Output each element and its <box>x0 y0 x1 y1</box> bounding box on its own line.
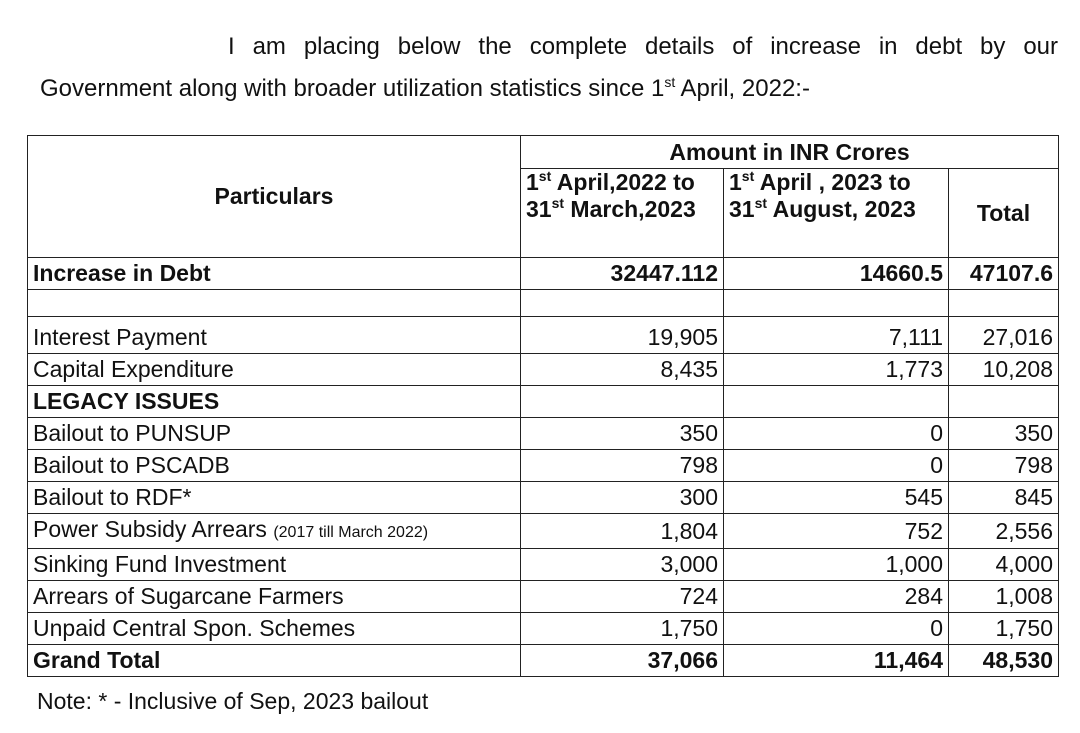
cell-total: 350 <box>949 418 1059 450</box>
row-label: Power Subsidy Arrears (2017 till March 2022) <box>28 514 521 549</box>
table-row <box>28 549 1059 581</box>
cell-period2: 0 <box>724 613 949 645</box>
cell-period1: 32447.112 <box>521 258 724 290</box>
cell-total: 48,530 <box>949 645 1059 677</box>
cell-period1: 1,804 <box>521 514 724 549</box>
cell-total: 798 <box>949 450 1059 482</box>
row-label: Increase in Debt <box>28 258 521 290</box>
intro-paragraph <box>40 26 1058 110</box>
blank-row <box>28 290 1059 317</box>
cell-period1: 3,000 <box>521 549 724 581</box>
intro-text: I am placing below the complete details of increase in debt by our Government along with broader utilization statistics since 1 <box>40 33 1058 102</box>
row-label: Arrears of Sugarcane Farmers <box>28 581 521 613</box>
section-label: LEGACY ISSUES <box>28 386 521 418</box>
cell-period2: 14660.5 <box>724 258 949 290</box>
row-label: Sinking Fund Investment <box>28 549 521 581</box>
cell-total: 845 <box>949 482 1059 514</box>
cell-period2: 1,773 <box>724 354 949 386</box>
table-row <box>28 581 1059 613</box>
intro-text-end: April, 2022:- <box>675 75 810 102</box>
legacy-issues-row <box>28 386 1059 418</box>
increase-in-debt-row <box>28 258 1059 290</box>
table-row <box>28 482 1059 514</box>
cell-period2: 0 <box>724 418 949 450</box>
cell-total: 10,208 <box>949 354 1059 386</box>
cell-total: 47107.6 <box>949 258 1059 290</box>
table-row <box>28 450 1059 482</box>
cell-total: 4,000 <box>949 549 1059 581</box>
row-label: Interest Payment <box>28 317 521 354</box>
row-label: Bailout to PUNSUP <box>28 418 521 450</box>
cell-period1: 798 <box>521 450 724 482</box>
cell-period1: 350 <box>521 418 724 450</box>
table-row <box>28 514 1059 549</box>
cell-period2: 11,464 <box>724 645 949 677</box>
cell-period2: 0 <box>724 450 949 482</box>
table-row <box>28 354 1059 386</box>
cell-period1: 724 <box>521 581 724 613</box>
row-label: Bailout to RDF* <box>28 482 521 514</box>
grand-total-row <box>28 645 1059 677</box>
col2-header: 1st April , 2023 to 31st August, 2023 <box>724 169 949 258</box>
cell-period1: 300 <box>521 482 724 514</box>
intro-superscript: st <box>664 74 676 90</box>
table-row <box>28 613 1059 645</box>
cell-period2: 7,111 <box>724 317 949 354</box>
cell-period2: 284 <box>724 581 949 613</box>
cell-period2: 752 <box>724 514 949 549</box>
row-label: Unpaid Central Spon. Schemes <box>28 613 521 645</box>
total-header: Total <box>949 169 1059 258</box>
cell-total: 1,750 <box>949 613 1059 645</box>
cell-total: 2,556 <box>949 514 1059 549</box>
cell-period1: 1,750 <box>521 613 724 645</box>
row-label: Bailout to PSCADB <box>28 450 521 482</box>
footnote: Note: * - Inclusive of Sep, 2023 bailout <box>37 688 429 714</box>
debt-table <box>27 135 1059 677</box>
table-row <box>28 418 1059 450</box>
table-row <box>28 317 1059 354</box>
col1-header: 1st April,2022 to 31st March,2023 <box>521 169 724 258</box>
cell-period2: 1,000 <box>724 549 949 581</box>
cell-period1: 19,905 <box>521 317 724 354</box>
cell-total: 1,008 <box>949 581 1059 613</box>
cell-period1: 37,066 <box>521 645 724 677</box>
cell-period2: 545 <box>724 482 949 514</box>
cell-total: 27,016 <box>949 317 1059 354</box>
amount-header: Amount in INR Crores <box>521 136 1059 169</box>
row-label: Capital Expenditure <box>28 354 521 386</box>
cell-period1: 8,435 <box>521 354 724 386</box>
particulars-header: Particulars <box>28 136 521 258</box>
row-label: Grand Total <box>28 645 521 677</box>
